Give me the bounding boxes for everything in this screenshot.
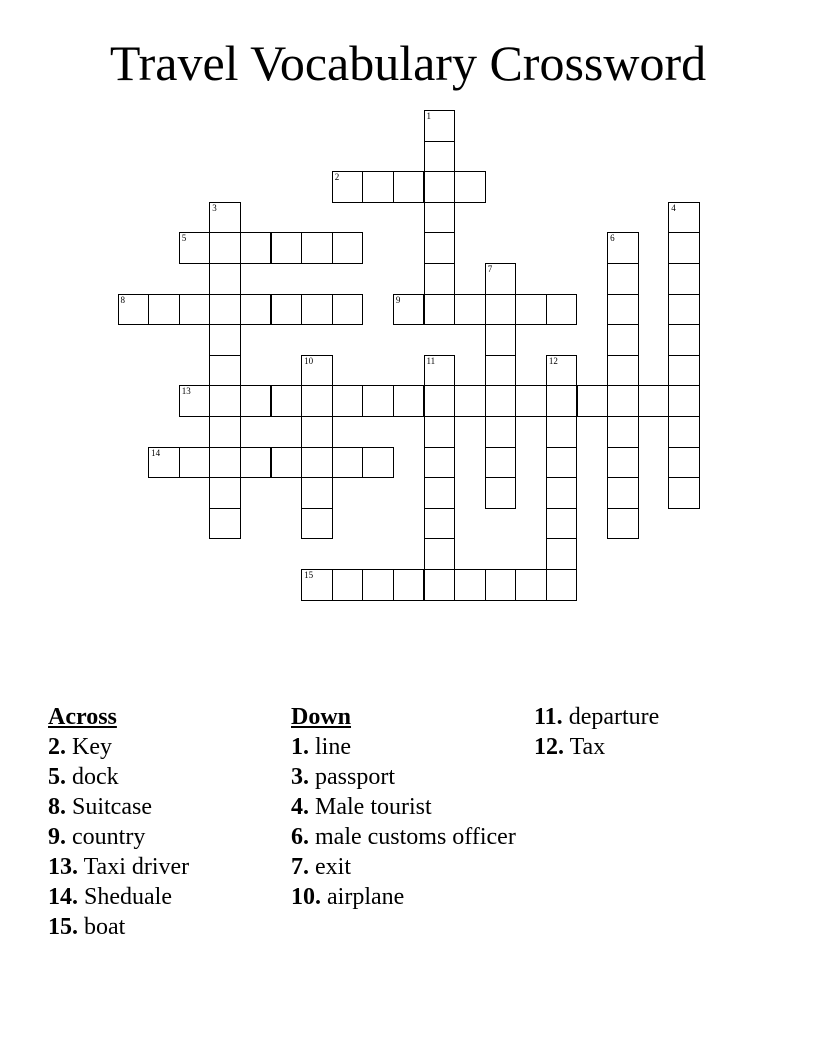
grid-cell[interactable] [607,508,639,540]
clue-number: 13. [48,854,78,880]
clue-number: 5. [48,764,66,790]
grid-cell[interactable] [454,569,486,601]
grid-cell[interactable] [362,447,394,479]
clue-text: Tax [564,734,606,760]
clue-number-label: 4 [671,202,676,213]
clue-number-label: 7 [487,264,493,274]
clue-item [291,882,521,912]
grid-cell[interactable] [240,294,272,326]
grid-cell[interactable] [515,569,547,601]
grid-cell[interactable] [301,232,333,264]
grid-cell[interactable] [424,477,456,509]
clue-item [48,882,278,912]
clue-item [534,732,764,762]
clue-text: departure [562,704,660,730]
grid-cell[interactable] [332,171,364,203]
grid-cell[interactable] [301,508,333,540]
clue-number: 11. [534,704,563,730]
grid-cell[interactable] [209,232,241,264]
grid-cell[interactable] [546,416,578,448]
grid-cell[interactable] [118,294,150,326]
grid-cell[interactable] [301,385,333,417]
grid-cell[interactable] [209,294,241,326]
clue-item [291,852,521,882]
clue-number: 10. [291,884,321,910]
grid-cell[interactable] [577,385,609,417]
grid-cell[interactable] [424,110,456,142]
grid-cell[interactable] [362,569,394,601]
grid-cell[interactable] [607,416,639,448]
clue-item [291,732,521,762]
grid-cell[interactable] [424,263,456,295]
grid-cell[interactable] [393,294,425,326]
grid-cell[interactable] [668,447,700,479]
clue-number: 7. [291,854,309,880]
grid-cell[interactable] [638,385,670,417]
grid-cell[interactable] [209,202,241,234]
clue-text: line [309,734,351,760]
grid-cell[interactable] [240,447,272,479]
down-heading: Down [291,704,352,730]
across-heading: Across [48,704,117,730]
clue-item [291,822,521,852]
grid-cell[interactable] [668,477,700,509]
clue-item [534,702,764,732]
grid-cell[interactable] [546,477,578,509]
grid-cell[interactable] [546,294,578,326]
grid-cell[interactable] [271,447,303,479]
page-title: Travel Vocabulary Crossword [109,35,707,91]
grid-cell[interactable] [546,355,578,387]
clue-item [48,852,278,882]
grid-cell[interactable] [148,294,180,326]
grid-cell[interactable] [485,324,517,356]
grid-cell[interactable] [393,569,425,601]
grid-cell[interactable] [668,416,700,448]
grid-cell[interactable] [668,324,700,356]
clue-number: 3. [291,764,309,790]
clue-text: Male tourist [309,794,432,820]
grid-cell[interactable] [485,355,517,387]
grid-cell[interactable] [668,355,700,387]
clue-number-label: 6 [610,233,615,244]
clue-item [48,762,278,792]
grid-cell[interactable] [362,385,394,417]
clue-text: male customs officer [309,824,516,850]
clue-number-label: 14 [151,447,161,458]
clue-number: 6. [291,824,309,850]
grid-cell[interactable] [179,294,211,326]
grid-cell[interactable] [271,385,303,417]
clue-number-label: 12 [548,355,558,366]
grid-cell[interactable] [485,294,517,326]
clue-item [291,762,521,792]
grid-cell[interactable] [485,385,517,417]
grid-cell[interactable] [424,232,456,264]
clue-number: 15. [48,914,78,940]
grid-cell[interactable] [424,171,456,203]
clue-number-label: 2 [334,172,340,183]
grid-cell[interactable] [424,141,456,173]
clue-number-label: 11 [426,355,436,366]
grid-cell[interactable] [485,416,517,448]
grid-cell[interactable] [607,324,639,356]
grid-cell[interactable] [332,232,364,264]
grid-cell[interactable] [209,416,241,448]
clue-number-label: 5 [181,233,187,244]
grid-cell[interactable] [179,447,211,479]
grid-cell[interactable] [607,355,639,387]
down-clues-continued [534,702,764,762]
clue-item [48,732,278,762]
grid-cell[interactable] [301,294,333,326]
clue-number: 14. [48,884,78,910]
clue-number: 1. [291,734,309,760]
grid-cell[interactable] [668,263,700,295]
clue-number: 8. [48,794,66,820]
grid-cell[interactable] [209,477,241,509]
clue-number: 2. [48,734,66,760]
grid-cell[interactable] [301,416,333,448]
grid-cell[interactable] [668,294,700,326]
grid-cell[interactable] [209,324,241,356]
grid-cell[interactable] [332,447,364,479]
grid-cell[interactable] [607,263,639,295]
grid-cell[interactable] [454,385,486,417]
clue-number: 4. [291,794,309,820]
grid-cell[interactable] [240,385,272,417]
grid-cell[interactable] [607,232,639,264]
grid-cell[interactable] [424,202,456,234]
clue-number-label: 15 [304,570,314,580]
grid-cell[interactable] [393,385,425,417]
grid-cell[interactable] [424,385,456,417]
grid-cell[interactable] [301,447,333,479]
grid-cell[interactable] [332,385,364,417]
grid-cell[interactable] [485,447,517,479]
clue-number-label: 3 [212,202,217,213]
grid-cell[interactable] [485,263,517,295]
grid-cell[interactable] [301,477,333,509]
grid-cell[interactable] [515,385,547,417]
grid-cell[interactable] [301,355,333,387]
grid-cell[interactable] [485,477,517,509]
grid-cell[interactable] [179,385,211,417]
grid-cell[interactable] [485,569,517,601]
clue-number: 9. [48,824,66,850]
grid-cell[interactable] [546,538,578,570]
clue-item [48,912,278,942]
grid-cell[interactable] [668,232,700,264]
grid-cell[interactable] [668,202,700,234]
clue-text: dock [66,764,119,790]
clue-text: Taxi driver [78,854,190,880]
down-list-continued [534,702,764,762]
grid-cell[interactable] [209,263,241,295]
clue-number-label: 8 [120,294,125,305]
grid-cell[interactable] [209,508,241,540]
clue-item [48,822,278,852]
grid-cell[interactable] [271,294,303,326]
across-list [48,732,278,942]
grid-cell[interactable] [393,171,425,203]
grid-cell[interactable] [424,508,456,540]
clue-number-label: 1 [426,111,431,121]
grid-cell[interactable] [454,171,486,203]
grid-cell[interactable] [515,294,547,326]
grid-cell[interactable] [209,355,241,387]
down-list [291,732,521,912]
grid-cell[interactable] [424,355,456,387]
grid-cell[interactable] [546,508,578,540]
grid-cell[interactable] [362,171,394,203]
grid-cell[interactable] [240,232,272,264]
grid-cell[interactable] [424,416,456,448]
grid-cell[interactable] [271,232,303,264]
grid-cell[interactable] [607,447,639,479]
clue-text: passport [309,764,395,790]
clue-item [291,792,521,822]
grid-cell[interactable] [148,447,180,479]
clue-text: airplane [321,884,405,910]
down-clues [291,702,521,912]
clue-text: country [66,824,146,850]
across-clues [48,702,278,942]
grid-cell[interactable] [424,538,456,570]
clue-number-label: 13 [181,386,191,397]
clue-text: Suitcase [66,794,152,820]
clue-number: 12. [534,734,564,760]
grid-cell[interactable] [209,447,241,479]
grid-cell[interactable] [424,447,456,479]
clue-text: Key [66,734,112,760]
grid-cell[interactable] [209,385,241,417]
grid-cell[interactable] [607,385,639,417]
grid-cell[interactable] [668,385,700,417]
grid-cell[interactable] [454,294,486,326]
grid-cell[interactable] [424,294,456,326]
grid-cell[interactable] [607,294,639,326]
grid-cell[interactable] [332,569,364,601]
grid-cell[interactable] [546,569,578,601]
grid-cell[interactable] [301,569,333,601]
grid-cell[interactable] [424,569,456,601]
clue-text: exit [309,854,351,880]
clue-number-label: 10 [304,355,314,366]
grid-cell[interactable] [546,447,578,479]
grid-cell[interactable] [546,385,578,417]
grid-cell[interactable] [332,294,364,326]
clue-number-label: 9 [395,294,401,305]
clue-text: boat [78,914,126,940]
grid-cell[interactable] [607,477,639,509]
grid-cell[interactable] [179,232,211,264]
clue-item [48,792,278,822]
clue-text: Sheduale [78,884,172,910]
